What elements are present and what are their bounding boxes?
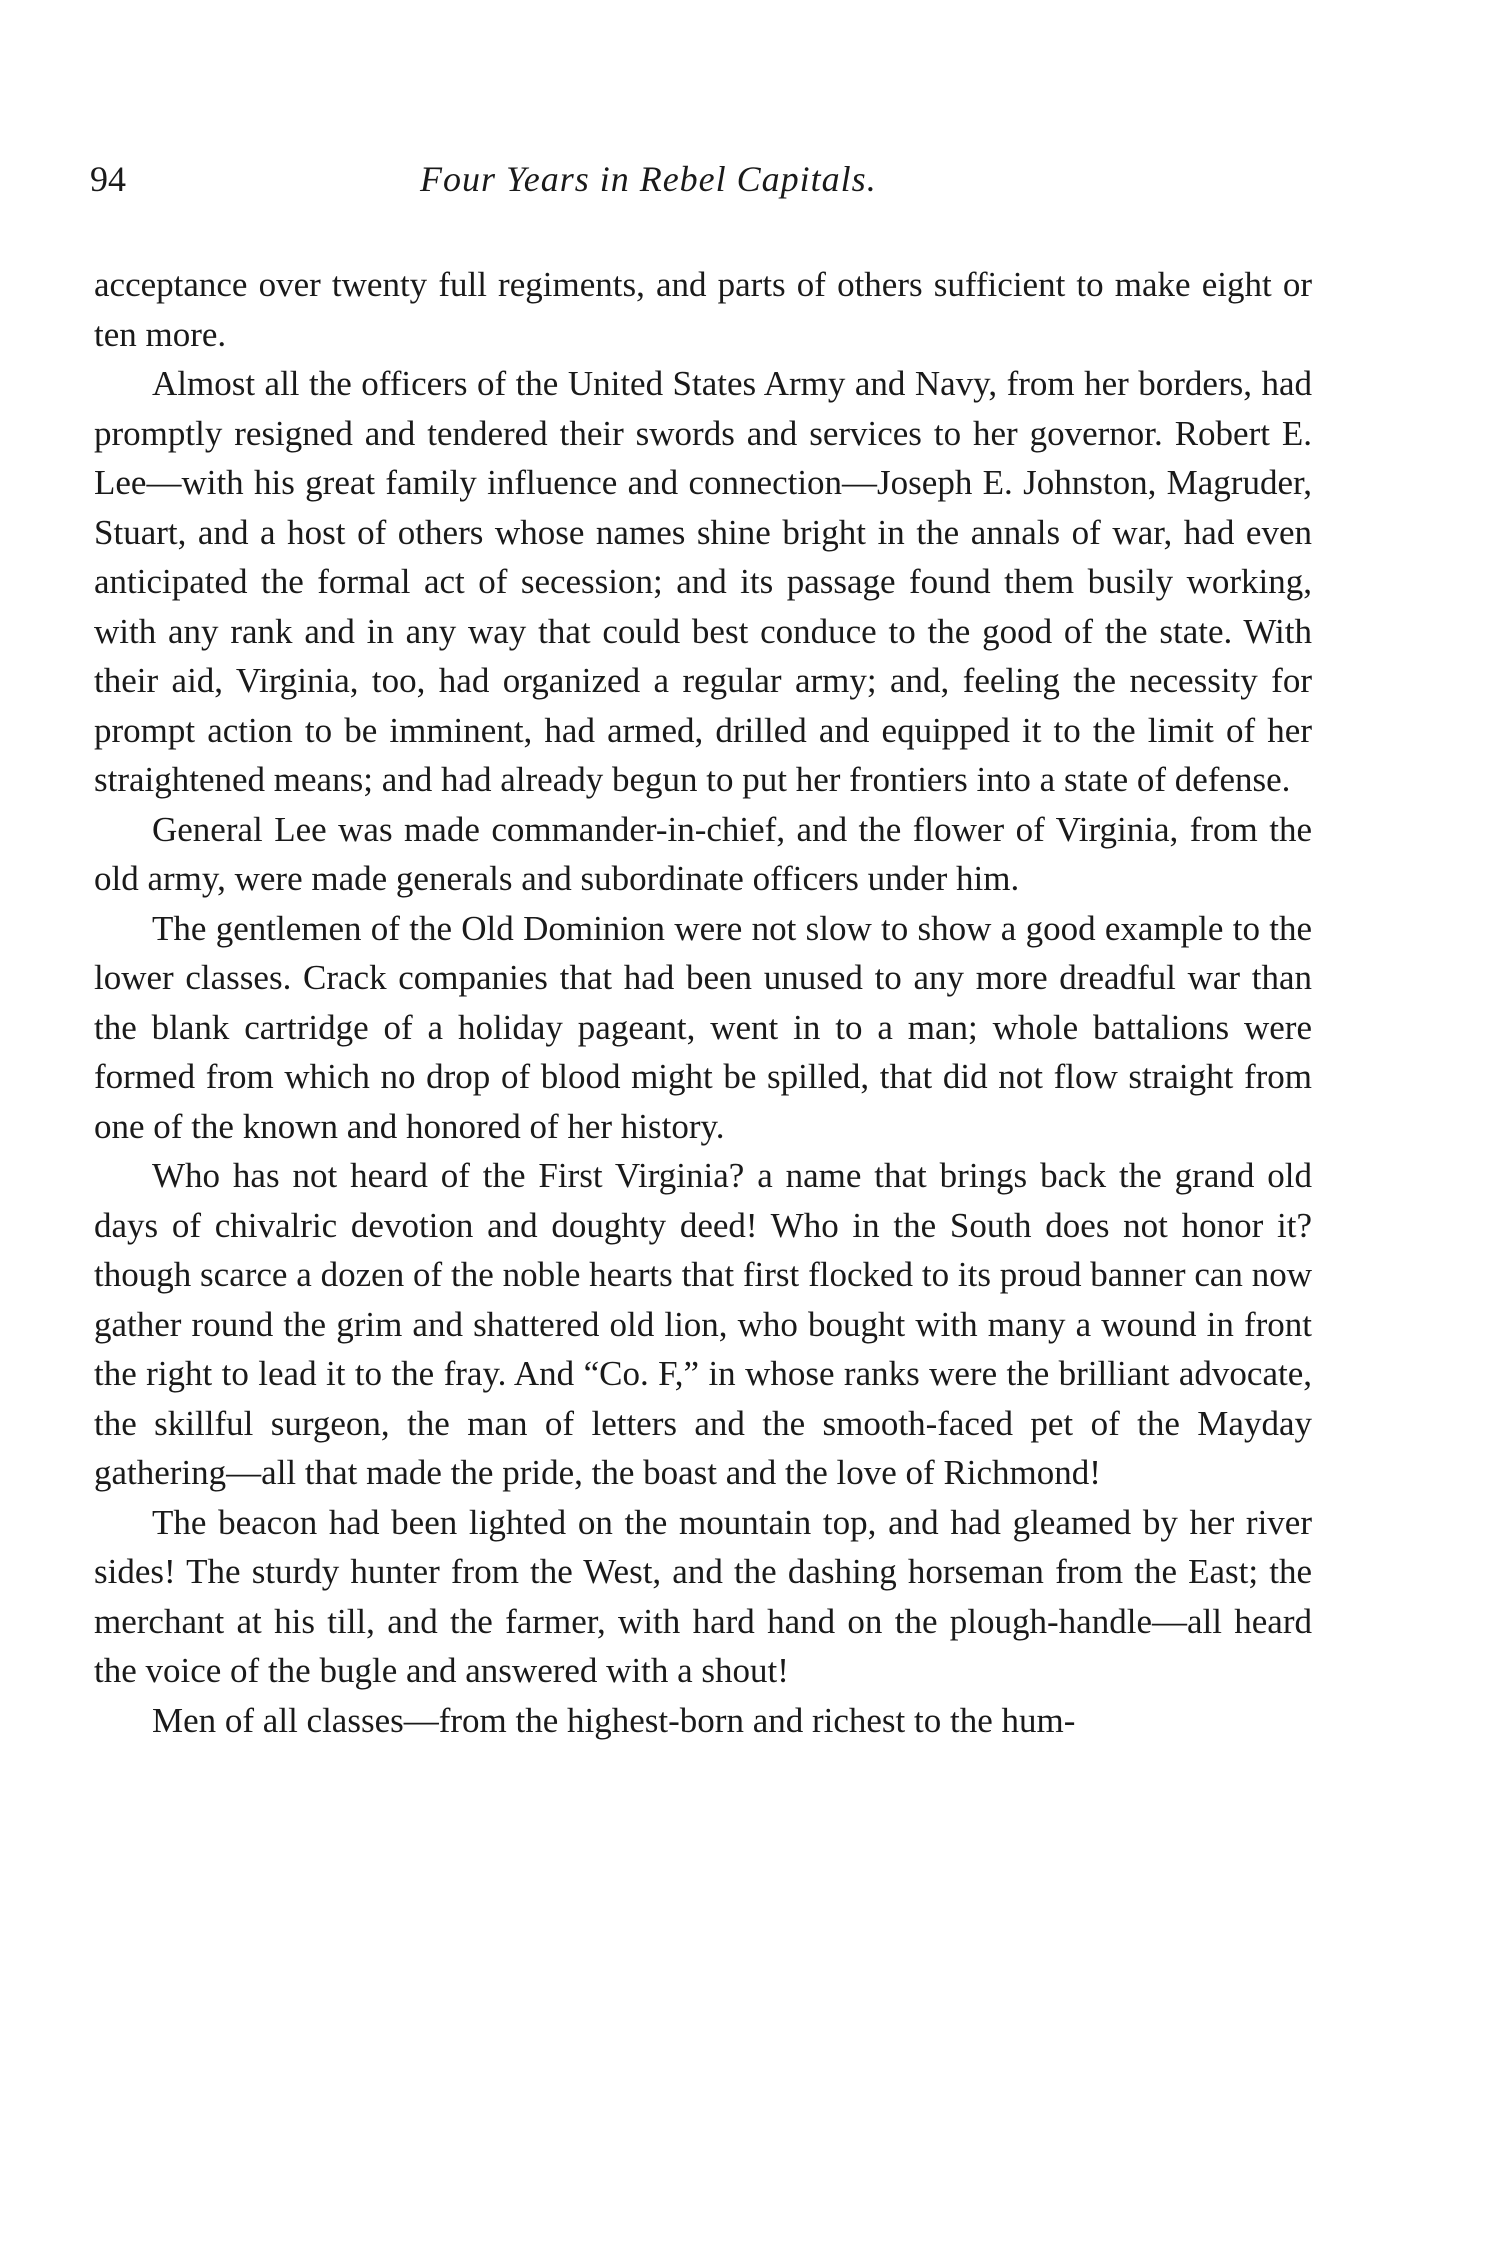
page-header [90, 158, 1320, 218]
paragraph: acceptance over twenty full regiments, and parts of others sufficient to make eight or ten more. [94, 265, 1312, 354]
paragraph: Men of all classes—from the highest-born and richest to the hum- [152, 1700, 1076, 1740]
body-text [94, 260, 1312, 1745]
page-number: 94 [90, 159, 126, 199]
running-title: Four Years in Rebel Capitals. [420, 159, 877, 199]
paragraph: Almost all the officers of the United States Army and Navy, from her borders, had promptly resigned and tendered their swords and services to her governor. Robert E. Lee—with his great family influence and connection—Joseph E. Johnston, Magruder, Stuart, and a host of others whose names shine bright in the annals of war, had even anticipated the formal act of secession; and its passage found them busily working, with any rank and in any way that could best conduce to the good of the state. With their aid, Virginia, too, had organized a regular army; and, feeling the necessity for prompt action to be imminent, had armed, drilled and equipped it to the limit of her straightened means; and had already begun to put her frontiers into a state of defense. [94, 364, 1312, 799]
paragraph: The beacon had been lighted on the mountain top, and had gleamed by her river sides! The sturdy hunter from the West, and the dashing horseman from the East; the merchant at his till, and the farmer, with hard hand on the plough-handle—all heard the voice of the bugle and answered with a shout! [94, 1502, 1312, 1690]
paragraph: Who has not heard of the First Virginia? a name that brings back the grand old days of chivalric devotion and doughty deed! Who in the South does not honor it? though scarce a dozen of the noble hearts that first flocked to its proud banner can now gather round the grim and shattered old lion, who bought with many a wound in front the right to lead it to the fray. And “Co. F,” in whose ranks were the brilliant advocate, the skillful surgeon, the man of letters and the smooth-faced pet of the Mayday gathering—all that made the pride, the boast and the love of Richmond! [94, 1156, 1312, 1492]
paragraph: The gentlemen of the Old Dominion were not slow to show a good example to the lower classes. Crack companies that had been unused to any more dreadful war than the blank cartridge of a holiday pageant, went in to a man; whole battalions were formed from which no drop of blood might be spilled, that did not flow straight from one of the known and honored of her history. [94, 908, 1312, 1146]
paragraph: General Lee was made commander-in-chief, and the flower of Virginia, from the old army, were made generals and subordinate officers under him. [94, 809, 1312, 898]
